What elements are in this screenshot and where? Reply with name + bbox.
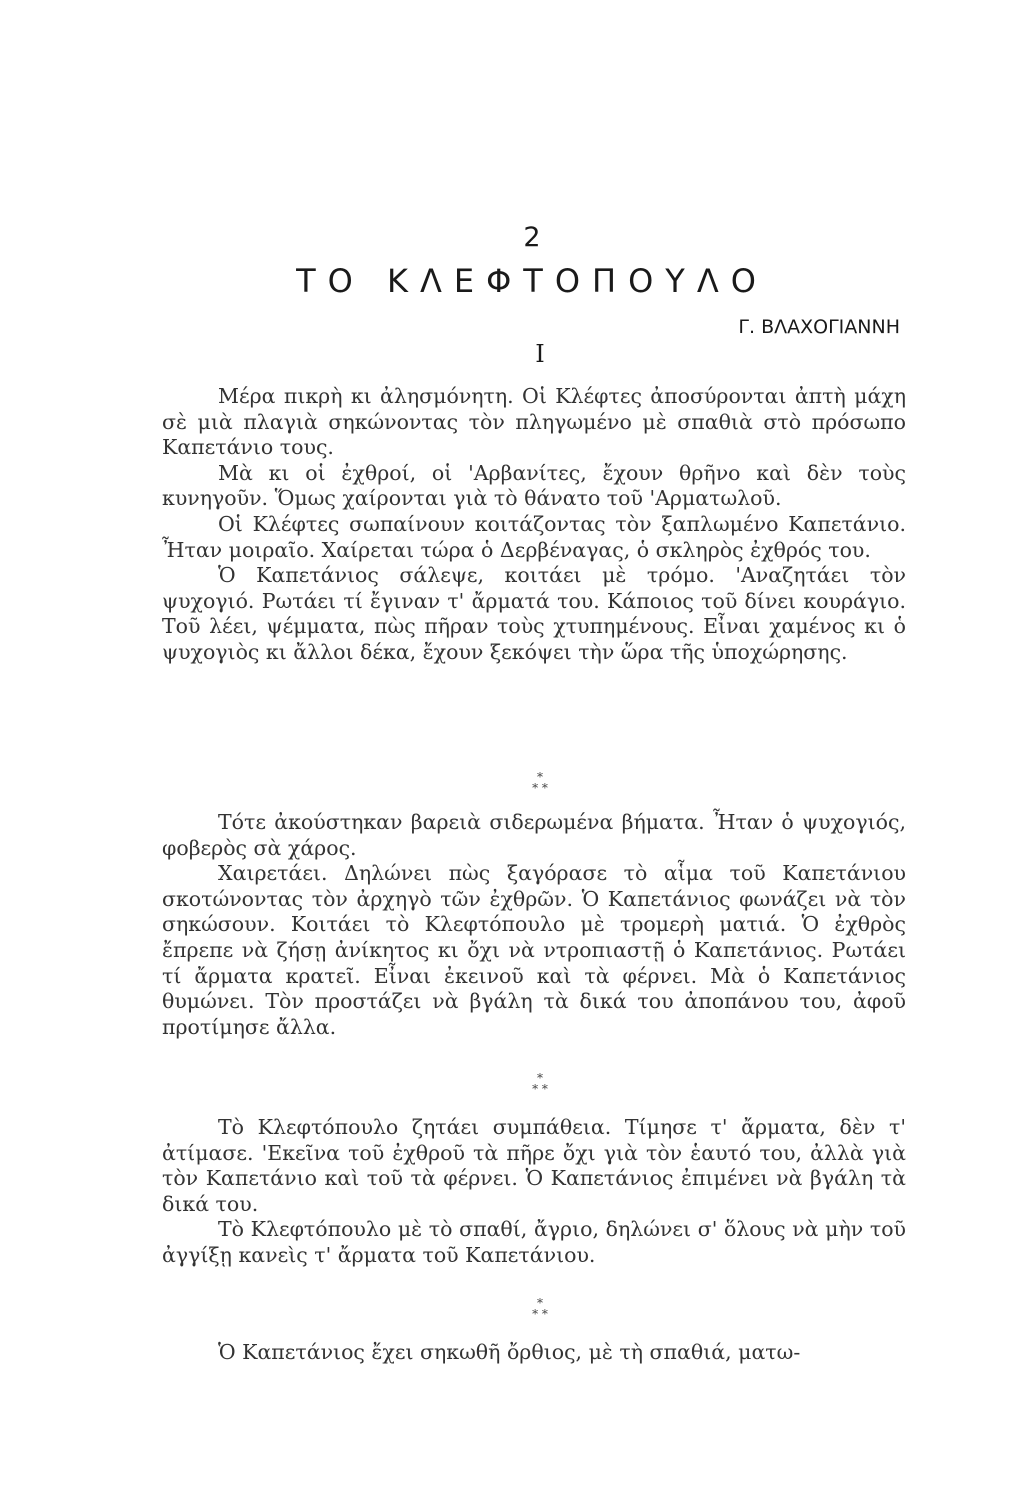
paragraph: Τὸ Κλεφτόπουλο ζητάει συμπάθεια. Τίμησε τ' ἄρματα, δὲν τ' ἀτίμασε. 'Εκεῖνα τοῦ ἐχθροῦ τὰ πῆρε ὄχι γιὰ τὸν ἑαυτό του, ἀλλὰ γιὰ τὸν Καπετάνιο καὶ τοῦ τὰ φέρνει. Ὁ Καπετάνιος ἐπιμένει νὰ βγάλη τὰ δικά του. xyxy=(162,1115,906,1216)
separator-top: * xyxy=(537,1071,543,1085)
text-block-1 xyxy=(162,384,906,666)
text-block-4 xyxy=(162,1340,906,1366)
section-separator xyxy=(0,1298,1014,1320)
section-separator xyxy=(0,1073,1014,1095)
separator-top: * xyxy=(537,770,543,784)
section-separator xyxy=(0,772,1014,794)
section-number: I xyxy=(535,340,545,368)
text-block-3 xyxy=(162,1115,906,1269)
paragraph: Ὁ Καπετάνιος σάλεψε, κοιτάει μὲ τρόμο. 'Αναζητάει τὸν ψυχογιό. Ρωτάει τί ἔγιναν τ' ἄρματά του. Κάποιος τοῦ δίνει κουράγιο. Τοῦ λέει, ψέμματα, πὼς πῆραν τοὺς χτυπημένους. Εἶναι χαμένος κι ὁ ψυχογιὸς κι ἄλλοι δέκα, ἔχουν ξεκόψει τὴν ὥρα τῆς ὑποχώρησης. xyxy=(162,563,906,664)
paragraph: Οἱ Κλέφτες σωπαίνουν κοιτάζοντας τὸν ξαπλωμένο Καπετάνιο. Ἦταν μοιραῖο. Χαίρεται τώρα ὁ Δερβέναγας, ὁ σκληρὸς ἐχθρός του. xyxy=(162,511,906,562)
chapter-title: ΤΟ ΚΛΕΦΤΟΠΟΥΛΟ xyxy=(296,262,768,300)
paragraph: Χαιρετάει. Δηλώνει πὼς ξαγόρασε τὸ αἷμα τοῦ Καπετάνιου σκοτώνοντας τὸν ἀρχηγὸ τῶν ἐχθρῶν. Ὁ Καπετάνιος φωνάζει νὰ τὸν σηκώσουν. Κοιτάει τὸ Κλεφτόπουλο μὲ τρομερὴ ματιά. Ὁ ἐχθρὸς ἔπρεπε νὰ ζήσῃ ἀνίκητος κι ὄχι νὰ ντροπιαστῇ ὁ Καπετάνιος. Ρωτάει τί ἄρματα κρατεῖ. Εἶναι ἐκεινοῦ καὶ τὰ φέρνει. Μὰ ὁ Καπετάνιος θυμώνει. Τὸν προστάζει νὰ βγάλη τὰ δικά του ἀποπάνου του, ἀφοῦ προτίμησε ἄλλα. xyxy=(162,861,906,1039)
paragraph: Ὁ Καπετάνιος ἔχει σηκωθῆ ὄρθιος, μὲ τὴ σπαθιά, ματω- xyxy=(218,1340,801,1364)
author-name: Γ. ΒΛΑΧΟΓΙΑΝΝΗ xyxy=(738,316,900,338)
separator-bottom: * * xyxy=(532,1307,548,1321)
page-number: 2 xyxy=(523,222,541,253)
paragraph: Μὰ κι οἱ ἐχθροί, οἱ 'Αρβανίτες, ἔχουν θρῆνο καὶ δὲν τοὺς κυνηγοῦν. Ὅμως χαίρονται γιὰ τὸ θάνατο τοῦ 'Αρματωλοῦ. xyxy=(162,460,906,511)
separator-top: * xyxy=(537,1296,543,1310)
separator-bottom: * * xyxy=(532,781,548,795)
paragraph: Τὸ Κλεφτόπουλο μὲ τὸ σπαθί, ἄγριο, δηλώνει σ' ὅλους νὰ μὴν τοῦ ἀγγίξῃ κανεὶς τ' ἄρματα τοῦ Καπετάνιου. xyxy=(162,1217,906,1267)
paragraph: Μέρα πικρὴ κι ἀλησμόνητη. Οἱ Κλέφτες ἀποσύρονται ἀπτὴ μάχη σὲ μιὰ πλαγιὰ σηκώνοντας τὸν πληγωμένο μὲ σπαθιὰ στὸ πρόσωπο Καπετάνιο τους. xyxy=(162,384,906,460)
paragraph: Τότε ἀκούστηκαν βαρειὰ σιδερωμένα βήματα. Ἦταν ὁ ψυχογιός, φοβερὸς σὰ χάρος. xyxy=(162,810,906,860)
separator-bottom: * * xyxy=(532,1082,548,1096)
text-block-2 xyxy=(162,810,906,1040)
